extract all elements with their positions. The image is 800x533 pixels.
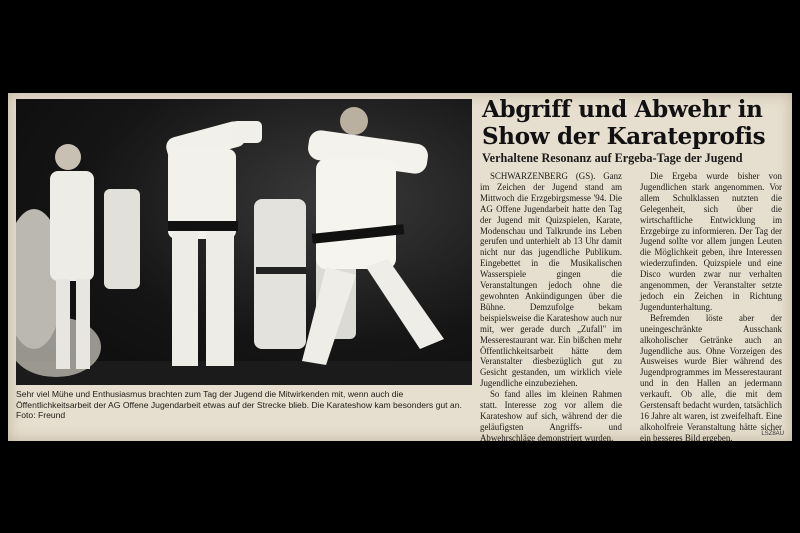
column2-paragraph-2: Befremden löste aber der uneingeschränkte Ausschank alkoholischer Getränke auch an Jugendliche aus. Ohne Vorzeigen des Ausweises wurde Bier während des Jugendprogrammes im Messerestaurant und in den Hallen an jedermann verkauft. Ob alle, die mit dem Gerstensaft bedacht wurden, tatsächlich 16 Jahre alt waren, ist zweifelhaft. Eine alkoholfreie Veranstaltung hätte sicher ein besseres Bild ergeben. (640, 312, 782, 443)
column1-paragraph-1: SCHWARZENBERG (GS). Ganz im Zeichen der Jugend stand am Mittwoch die Erzgebirgsmesse '94. Die AG Offene Jugendarbeit hatte den Tag der Jugend mit Quizspielen, Karate, Modenschau und Talkrunde ins Leben gerufen und unterhielt ab 13 Uhr damit nicht nur das jugendliche Publikum. Eingebettet in die Musikalischen Wasserspiele gingen die Veranstaltungen jedoch ohne die gewohnten Ankündigungen über die Bühne. Demzufolge bekam beispielsweise die Karateshow auch nur mit, wer gerade durch „Zufall" im Messerestaurant war. Ein bißchen mehr Öffentlichkeitsarbeit hätte dem Veranstalter diesbezüglich gut zu Gesicht gestanden, um wirklich viele Jugendliche einzubeziehen. (480, 171, 622, 389)
column2-paragraph-1: Die Ergeba wurde bisher von Jugendlichen stark angenommen. Vor allem Schulklassen nutzten die Gelegenheit, sich über die wirtschaftliche Entwicklung im Erzgebirge zu informieren. Der Tag der Jugend sollte vor allem jungen Leuten die Möglichkeit geben, ihre Interessen wiederzufinden. Quizspiele und eine Disco wurden zwar nur verhalten angenommen, der Veranstalter setzte jedoch ein Zeichen in Richtung Jugendunterhaltung. (640, 171, 782, 312)
article-column-2 (640, 171, 782, 444)
karate-show-photo (16, 99, 472, 385)
article-subheadline: Verhaltene Resonanz auf Ergeba-Tage der Jugend (482, 151, 743, 165)
clipping-code: LSZ8AU (761, 431, 784, 437)
column1-paragraph-2: So fand alles im kleinen Rahmen statt. Interesse zog vor allem die Karateshow auf sich, während der die geläufigsten Angriffs- und Abwehrschläge demonstriert wurden. (480, 389, 622, 443)
photo-caption: Sehr viel Mühe und Enthusiasmus brachten zum Tag der Jugend die Mitwirkenden mit, wenn auch die Öffentlichkeitsarbeit der AG Offene Jugendarbeit etwas auf der Strecke blieb. Die Karateshow kam besonders gut an. Foto: Freund (16, 389, 462, 421)
article-column-1 (480, 171, 622, 444)
newspaper-clipping (8, 93, 792, 441)
article-headline: Abgriff und Abwehr in Show der Karateprofis (482, 96, 766, 150)
photo-illustration (16, 99, 472, 385)
